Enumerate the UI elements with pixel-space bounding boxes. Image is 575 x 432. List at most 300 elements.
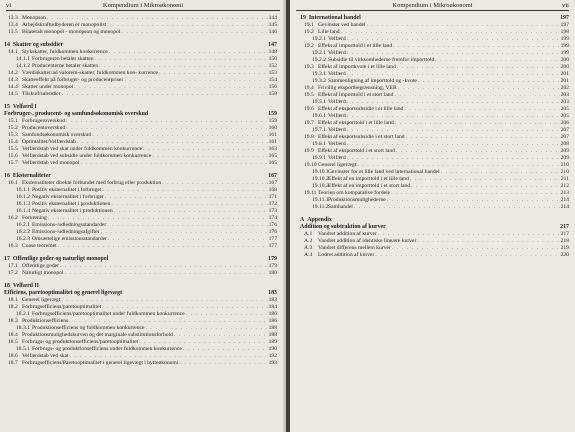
- toc-title: Velfærdstab ved monopol: [22, 160, 80, 166]
- toc-leader-dots: [143, 146, 268, 153]
- toc-leader-dots: [124, 77, 267, 84]
- toc-leader-dots: [347, 155, 560, 162]
- toc-number: 19.8: [304, 134, 314, 140]
- toc-page-number: 173: [268, 208, 277, 214]
- toc-page-number: 197: [560, 15, 569, 21]
- toc-number: 16.1: [8, 180, 18, 186]
- toc-subsection-entry: [4, 187, 277, 194]
- toc-number: 13.4: [8, 22, 18, 28]
- toc-number: 19.8.1: [312, 141, 326, 147]
- toc-title: Effekt af en importtold i et lille land: [328, 176, 409, 182]
- toc-title: Vandret differens mellem kurver: [318, 245, 391, 251]
- toc-number: 16.3: [8, 243, 18, 249]
- toc-number: 16.1.1: [16, 187, 30, 193]
- toc-leader-dots: [341, 29, 560, 36]
- toc-leader-dots: [102, 187, 267, 194]
- toc-title: Lille land: [318, 29, 340, 35]
- toc-page-number: 179: [268, 263, 277, 269]
- toc-title: Velfærd: [328, 127, 346, 133]
- toc-leader-dots: [417, 238, 559, 245]
- toc-number: 19.2.1: [312, 50, 326, 56]
- toc-number: 18.7: [8, 360, 18, 366]
- toc-leader-dots: [66, 118, 268, 125]
- toc-leader-dots: [347, 113, 560, 120]
- toc-leader-dots: [347, 99, 560, 106]
- toc-number: 16.1.3: [16, 201, 30, 207]
- toc-section-entry: [300, 22, 569, 29]
- toc-leader-dots: [186, 311, 268, 318]
- toc-title: Arbejdskraftudbyderen er monopolist: [22, 22, 107, 28]
- toc-section-entry: [4, 339, 277, 346]
- toc-number: 19.3.2: [312, 78, 326, 84]
- toc-page-number: 199: [560, 36, 569, 42]
- toc-leader-dots: [392, 245, 560, 252]
- toc-title: Forbrugeroverskud: [22, 118, 65, 124]
- toc-leader-dots: [159, 70, 268, 77]
- toc-chapter-subtitle: [4, 290, 277, 297]
- toc-page-number: 172: [268, 201, 277, 207]
- toc-title: Efficiens, paretooptimalitet og generel ligevægt: [4, 290, 123, 296]
- toc-number: 14.3: [8, 77, 18, 83]
- toc-page-number: 214: [560, 204, 569, 210]
- toc-number: 19.9.1: [312, 155, 326, 161]
- toc-page-number: 208: [560, 141, 569, 147]
- toc-number: A.4: [304, 252, 313, 258]
- table-of-contents-left: [4, 15, 277, 367]
- toc-page-number: 159: [268, 118, 277, 124]
- toc-title: Eksternaliteter direkte forbundet med forbrug eller produktion: [22, 180, 162, 186]
- toc-number: A.3: [304, 245, 313, 251]
- toc-section-entry: [4, 263, 277, 270]
- toc-title: Generel ligevægt: [22, 297, 61, 303]
- toc-page-number: 148: [268, 49, 277, 55]
- toc-section-entry: [4, 243, 277, 250]
- toc-number: 16.1.4: [16, 208, 30, 214]
- toc-number: 19.2.1: [312, 36, 326, 42]
- toc-number: A: [300, 217, 305, 223]
- toc-section-entry: [4, 215, 277, 222]
- toc-title: Forbrugs- og produktionsefficiens/paretooptimalitet: [22, 339, 139, 345]
- toc-number: 19.4: [304, 85, 314, 91]
- toc-subsection-entry: [300, 127, 569, 134]
- toc-leader-dots: [64, 270, 267, 277]
- toc-page-number: 150: [268, 56, 277, 62]
- toc-section-entry: [4, 146, 277, 153]
- left-page-number: vi: [6, 2, 12, 9]
- toc-leader-dots: [92, 132, 267, 139]
- toc-number: 19.10.1: [312, 169, 329, 175]
- toc-number: 15: [4, 104, 10, 110]
- toc-title: Gevinster for et lille land ved international handel: [328, 169, 440, 175]
- toc-subsection-entry: [300, 99, 569, 106]
- toc-number: 18.6: [8, 353, 18, 359]
- toc-title: Offentlige goder: [22, 263, 60, 269]
- toc-title: Teorien om komparative fordele: [318, 190, 391, 196]
- toc-page-number: 165: [268, 153, 277, 159]
- toc-title: Samfundsøkonomisk overskud: [22, 132, 92, 138]
- toc-number: 17.2: [8, 270, 18, 276]
- toc-title: Forbrugsefficiens/paretooptimalitet: [22, 304, 102, 310]
- toc-title: Forbrugsefficiens/Paretooptimalitet i generel ligevægt i bytteøkonomi: [22, 360, 179, 366]
- toc-section-entry: [4, 91, 277, 98]
- toc-leader-dots: [183, 346, 268, 353]
- toc-page-number: 158: [268, 91, 277, 97]
- toc-page-number: 209: [560, 155, 569, 161]
- toc-title: Forbrugsefficiens/paretooptimalitet under fuldkommen konkurrence: [32, 311, 185, 317]
- toc-page-number: 217: [560, 224, 569, 230]
- toc-number: 19.5.1: [312, 99, 326, 105]
- toc-title: Naturligt monopol: [22, 270, 64, 276]
- toc-chapter-subtitle: [300, 224, 569, 231]
- toc-page-number: 163: [268, 146, 277, 152]
- toc-leader-dots: [378, 231, 560, 238]
- right-page: [290, 0, 575, 432]
- toc-leader-dots: [109, 49, 268, 56]
- toc-title: Effekt af eksporttold i et lille land: [318, 120, 394, 126]
- toc-section-entry: [300, 43, 569, 50]
- toc-section-entry: [300, 231, 569, 238]
- toc-section-entry: [300, 238, 569, 245]
- toc-number: 18.3.1: [16, 325, 30, 331]
- toc-subsection-entry: [4, 236, 277, 243]
- toc-title: Frivillig eksportbegrænsning, VER: [318, 85, 397, 91]
- toc-page-number: 212: [560, 183, 569, 189]
- toc-leader-dots: [347, 50, 560, 57]
- toc-number: 19.5: [304, 92, 314, 98]
- toc-leader-dots: [66, 125, 267, 132]
- toc-page-number: 199: [560, 43, 569, 49]
- toc-title: Vandret addition af identiske lineære kurver: [318, 238, 417, 244]
- toc-title: Velfærd: [328, 71, 346, 77]
- toc-section-entry: [4, 118, 277, 125]
- toc-title: Producentoverskud: [22, 125, 66, 131]
- toc-subsection-entry: [4, 325, 277, 332]
- toc-page-number: 192: [268, 353, 277, 359]
- toc-section-entry: [4, 49, 277, 56]
- toc-page-number: 154: [268, 77, 277, 83]
- toc-leader-dots: [77, 139, 268, 146]
- toc-page-number: 207: [560, 134, 569, 140]
- toc-page-number: 188: [268, 332, 277, 338]
- toc-leader-dots: [347, 71, 560, 78]
- toc-page-number: 167: [268, 180, 277, 186]
- toc-section-entry: [4, 139, 277, 146]
- toc-title: Positiv eksternalitet i forbruget: [32, 187, 102, 193]
- toc-section-entry: [4, 153, 277, 160]
- toc-subsection-entry: [300, 50, 569, 57]
- toc-subsection-entry: [300, 169, 569, 176]
- toc-leader-dots: [100, 229, 267, 236]
- toc-title: Velfærd: [328, 113, 346, 119]
- toc-number: 19.1: [304, 22, 314, 28]
- toc-title: Negativ eksternalitet i forbruget: [32, 194, 104, 200]
- toc-number: 19.6.1: [312, 113, 326, 119]
- toc-title: Addition og subtraktion af kurver: [300, 224, 386, 230]
- toc-chapter-heading: [4, 42, 277, 49]
- toc-page-number: 186: [268, 318, 277, 324]
- toc-page-number: 160: [268, 125, 277, 131]
- toc-page-number: 184: [268, 304, 277, 310]
- toc-number: 18.5: [8, 339, 18, 345]
- toc-page-number: 219: [560, 245, 569, 251]
- toc-leader-dots: [347, 36, 560, 43]
- toc-page-number: 161: [268, 139, 277, 145]
- toc-section-entry: [4, 332, 277, 339]
- toc-leader-dots: [396, 148, 560, 155]
- toc-number: A.2: [304, 238, 313, 244]
- toc-page-number: 174: [268, 215, 277, 221]
- toc-number: 13.3: [8, 15, 18, 21]
- toc-page-number: 214: [560, 197, 569, 203]
- toc-title: Sammenligning af importtold og -kvote: [328, 78, 417, 84]
- toc-leader-dots: [62, 91, 268, 98]
- toc-number: 19.10.2: [312, 176, 329, 182]
- toc-title: Produktionsefficiens og fuldkommen konkurrence: [32, 325, 145, 331]
- toc-section-entry: [4, 84, 277, 91]
- toc-title: Velfærd I: [12, 104, 37, 110]
- toc-number: 15.4: [8, 139, 18, 145]
- toc-number: 19.10.3: [312, 183, 329, 189]
- toc-number: 18.2.1: [16, 311, 30, 317]
- toc-leader-dots: [174, 332, 268, 339]
- toc-title: Forbrugs- og produktionsefficiens under fuldkommen konkurrence: [32, 346, 182, 352]
- toc-number: 15.2: [8, 125, 18, 131]
- toc-leader-dots: [406, 134, 560, 141]
- toc-number: 14.1: [8, 49, 18, 55]
- toc-page-number: 201: [560, 78, 569, 84]
- toc-page-number: 183: [268, 297, 277, 303]
- toc-title: Velfærd: [328, 36, 346, 42]
- toc-title: Skatteeffekt på forbruger- og producentpriser: [22, 77, 124, 83]
- toc-title: Coase teoremet: [22, 243, 57, 249]
- toc-leader-dots: [404, 106, 559, 113]
- toc-chapter-heading: [300, 15, 569, 22]
- toc-page-number: 205: [560, 113, 569, 119]
- toc-section-entry: [4, 132, 277, 139]
- toc-title: Velfærd II: [12, 283, 40, 289]
- toc-page-number: 193: [268, 360, 277, 366]
- toc-page-number: 159: [268, 111, 277, 117]
- toc-page-number: 213: [560, 190, 569, 196]
- toc-number: 14.2: [8, 70, 18, 76]
- toc-number: 19.6: [304, 106, 314, 112]
- toc-title: Monopson: [22, 15, 46, 21]
- toc-leader-dots: [367, 22, 560, 29]
- toc-chapter-subtitle: [4, 111, 277, 118]
- toc-number: 15.3: [8, 132, 18, 138]
- toc-number: 14.1.1: [16, 56, 30, 62]
- toc-section-entry: [300, 64, 569, 71]
- toc-number: 19.2.2: [312, 57, 326, 63]
- toc-page-number: 144: [268, 15, 277, 21]
- toc-title: Velfærd: [328, 155, 346, 161]
- toc-leader-dots: [107, 222, 267, 229]
- toc-number: 19.7.1: [312, 127, 326, 133]
- toc-section-entry: [4, 318, 277, 325]
- toc-page-number: 176: [268, 222, 277, 228]
- toc-number: 17: [4, 256, 10, 262]
- toc-section-entry: [4, 29, 277, 36]
- toc-section-entry: [4, 15, 277, 22]
- toc-page-number: 218: [560, 238, 569, 244]
- toc-subsection-entry: [300, 155, 569, 162]
- toc-number: 16: [4, 173, 10, 179]
- toc-title: Vandret addition af kurver: [318, 231, 377, 237]
- toc-chapter-heading: [4, 173, 277, 180]
- toc-section-entry: [4, 125, 277, 132]
- toc-page-number: 161: [268, 132, 277, 138]
- toc-leader-dots: [108, 236, 268, 243]
- toc-leader-dots: [418, 78, 560, 85]
- toc-title: Velfærdstab ved skat: [22, 353, 69, 359]
- toc-number: 14.5: [8, 91, 18, 97]
- toc-leader-dots: [398, 85, 560, 92]
- toc-page-number: 179: [268, 256, 277, 262]
- toc-page-number: 147: [268, 42, 277, 48]
- toc-leader-dots: [139, 339, 268, 346]
- toc-subsection-entry: [4, 229, 277, 236]
- toc-page-number: 200: [560, 64, 569, 70]
- toc-page-number: 176: [268, 229, 277, 235]
- toc-title: Emissions-/udledningsafgifter: [32, 229, 100, 235]
- toc-section-entry: [4, 270, 277, 277]
- toc-title: Producenterne betaler skatten: [32, 63, 99, 69]
- toc-title: Forbruger-, producent- og samfundsøkonomisk overskud: [4, 111, 149, 117]
- toc-title: Tilskud/subsidier: [22, 91, 61, 97]
- toc-chapter-heading: [300, 217, 569, 224]
- toc-number: 13.5: [8, 29, 18, 35]
- toc-section-entry: [300, 29, 569, 36]
- toc-number: 15.5: [8, 146, 18, 152]
- toc-page-number: 198: [560, 29, 569, 35]
- toc-subsection-entry: [4, 311, 277, 318]
- toc-number: 18.4: [8, 332, 18, 338]
- toc-page-number: 220: [560, 252, 569, 258]
- toc-section-entry: [4, 353, 277, 360]
- toc-page-number: 165: [268, 160, 277, 166]
- toc-leader-dots: [102, 304, 267, 311]
- toc-leader-dots: [111, 201, 267, 208]
- toc-chapter-heading: [4, 283, 277, 290]
- toc-number: 19: [300, 15, 306, 21]
- toc-leader-dots: [58, 243, 268, 250]
- toc-title: Samhandel: [328, 204, 353, 210]
- toc-number: 18.2: [8, 304, 18, 310]
- toc-subsection-entry: [4, 63, 277, 70]
- toc-number: 18: [4, 283, 10, 289]
- toc-page-number: 177: [268, 236, 277, 242]
- toc-title: Velfærd: [328, 50, 346, 56]
- toc-leader-dots: [387, 197, 560, 204]
- toc-leader-dots: [354, 204, 560, 211]
- toc-subsection-entry: [4, 56, 277, 63]
- toc-page-number: 210: [560, 169, 569, 175]
- toc-page-number: 152: [268, 63, 277, 69]
- toc-subsection-entry: [300, 183, 569, 190]
- toc-subsection-entry: [300, 176, 569, 183]
- toc-subsection-entry: [300, 197, 569, 204]
- toc-number: 19.10: [304, 162, 317, 168]
- toc-title: Skatter under monopol: [22, 84, 74, 90]
- toc-section-entry: [4, 304, 277, 311]
- toc-section-entry: [4, 70, 277, 77]
- toc-number: 19.2: [304, 43, 314, 49]
- toc-title: Appendix: [307, 217, 332, 223]
- toc-section-entry: [300, 85, 569, 92]
- toc-title: Velfærdstab ved subsidie under fuldkommen konkurrence: [22, 153, 152, 159]
- toc-page-number: 210: [560, 162, 569, 168]
- toc-title: Produktionsmulighedskurven og det marginale substitutionsforhold: [22, 332, 173, 338]
- right-page-header: [296, 1, 569, 11]
- toc-number: 16.1.2: [16, 194, 30, 200]
- toc-number: 18.3: [8, 318, 18, 324]
- toc-title: Produktionsefficiens: [22, 318, 69, 324]
- toc-leader-dots: [48, 215, 268, 222]
- toc-title: Effekt af importtold i et lille land: [318, 43, 393, 49]
- toc-number: 19.9: [304, 148, 314, 154]
- toc-number: 19.7: [304, 120, 314, 126]
- toc-chapter-heading: [4, 256, 277, 263]
- toc-number: 15.1: [8, 118, 18, 124]
- toc-section-entry: [4, 77, 277, 84]
- toc-subsection-entry: [300, 141, 569, 148]
- toc-page-number: 190: [268, 346, 277, 352]
- left-page-header: [6, 1, 280, 11]
- toc-number: 14.1.2: [16, 63, 30, 69]
- running-title: Kompendium i Mikroøkonomi: [392, 2, 473, 9]
- toc-leader-dots: [411, 183, 560, 190]
- toc-section-entry: [4, 160, 277, 167]
- toc-title: Velfærdstab ved skat under fuldkommen konkurrence: [22, 146, 143, 152]
- toc-leader-dots: [152, 153, 267, 160]
- toc-number: 19.3.1: [312, 71, 326, 77]
- toc-number: 16.2: [8, 215, 18, 221]
- toc-page-number: 203: [560, 99, 569, 105]
- toc-section-entry: [300, 92, 569, 99]
- toc-leader-dots: [99, 63, 267, 70]
- toc-title: Gevinster ved handel: [318, 22, 366, 28]
- toc-title: International handel: [308, 15, 361, 21]
- toc-title: Emissions-/udledningsstandarder: [32, 222, 107, 228]
- toc-title: Omsættelige emissionsstandarder: [32, 236, 108, 242]
- toc-leader-dots: [375, 252, 559, 259]
- toc-section-entry: [300, 252, 569, 259]
- toc-page-number: 217: [560, 231, 569, 237]
- toc-subsection-entry: [300, 57, 569, 64]
- toc-leader-dots: [95, 56, 268, 63]
- toc-section-entry: [300, 120, 569, 127]
- toc-section-entry: [4, 297, 277, 304]
- toc-subsection-entry: [4, 222, 277, 229]
- toc-title: Subsidie til virksomhederne fremfor importtold: [328, 57, 435, 63]
- toc-number: 19.11: [304, 190, 317, 196]
- toc-number: 15.7: [8, 160, 18, 166]
- toc-page-number: 197: [560, 22, 569, 28]
- toc-number: 18.5.1: [16, 346, 30, 352]
- right-page-number: vii: [562, 2, 569, 9]
- toc-leader-dots: [74, 84, 267, 91]
- toc-page-number: 206: [560, 120, 569, 126]
- toc-subsection-entry: [300, 36, 569, 43]
- toc-section-entry: [300, 106, 569, 113]
- toc-title: Skatter og subsidier: [12, 42, 64, 48]
- toc-subsection-entry: [300, 71, 569, 78]
- toc-leader-dots: [121, 29, 267, 36]
- toc-page-number: 153: [268, 70, 277, 76]
- toc-leader-dots: [47, 15, 268, 22]
- toc-title: Negativ eksternalitet i produktionen: [32, 208, 113, 214]
- toc-number: 18.1: [8, 297, 18, 303]
